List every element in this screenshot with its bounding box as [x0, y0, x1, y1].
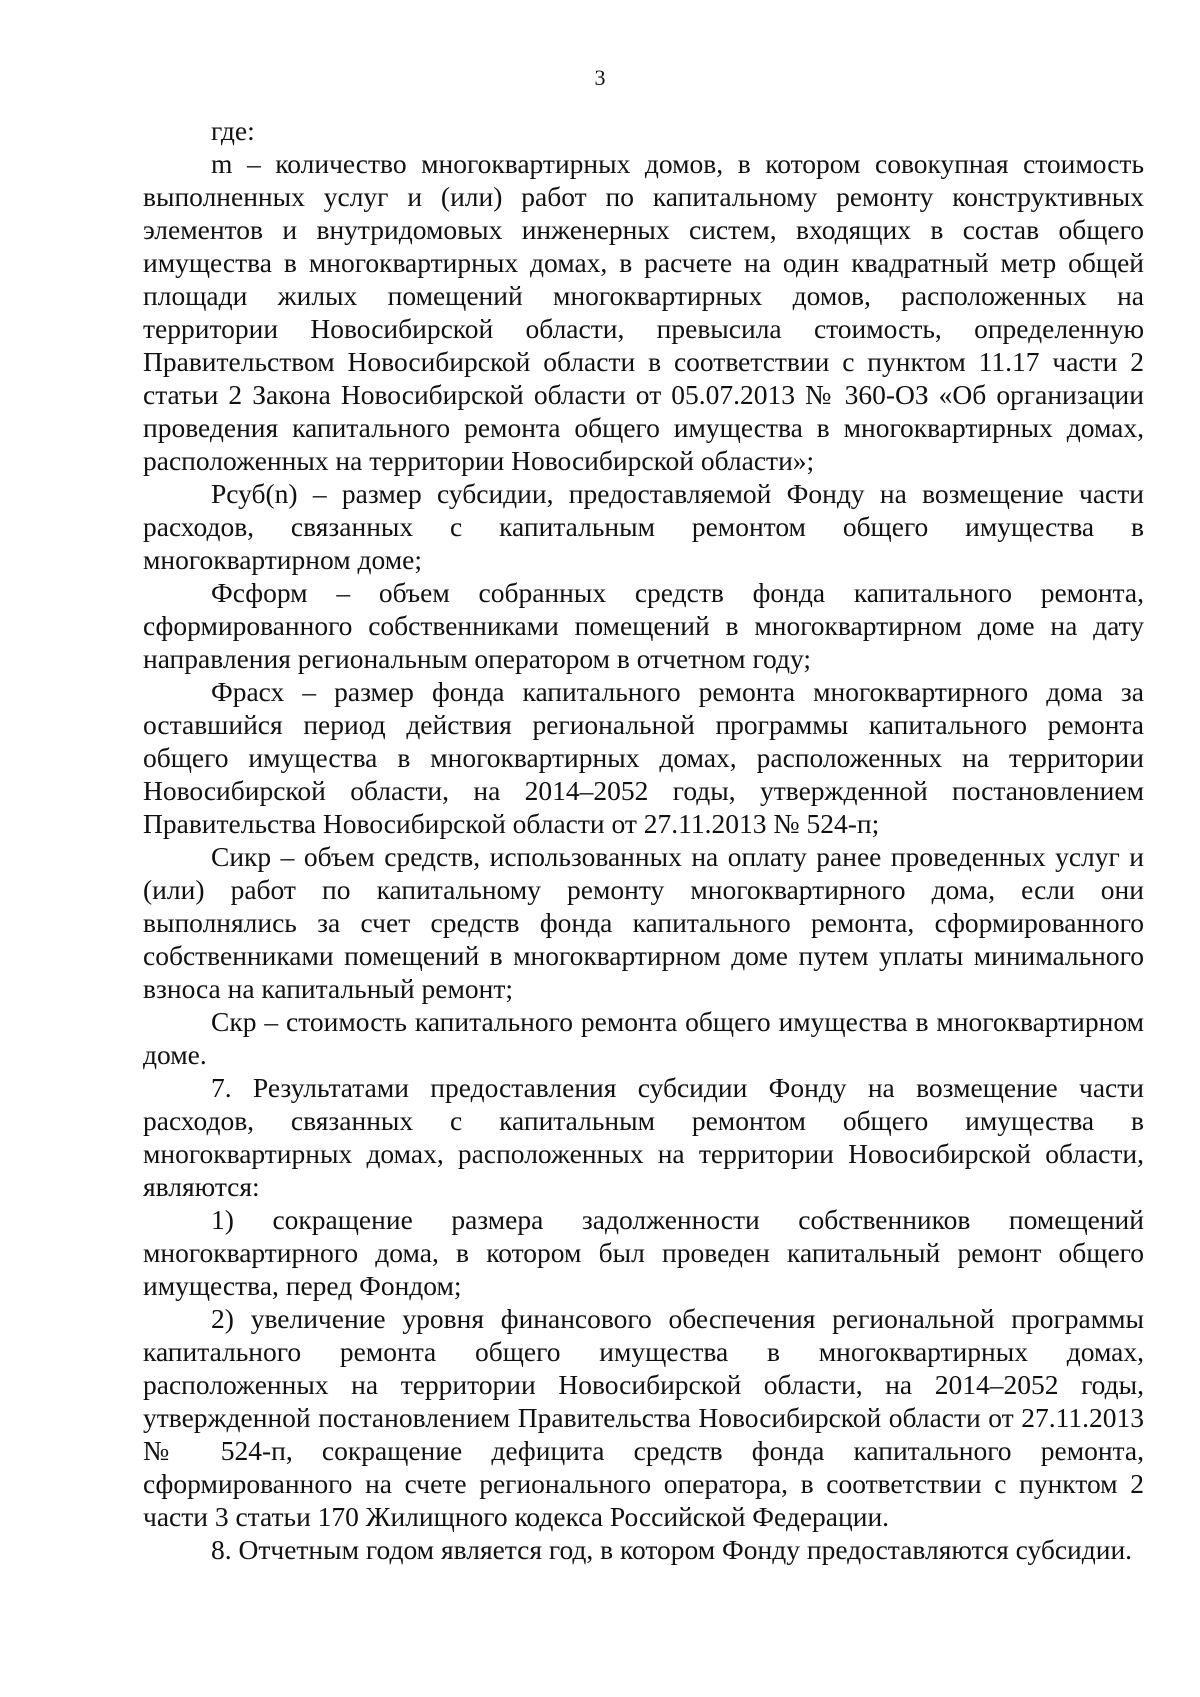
paragraph-item-7-1: 1) сокращение размера задолженности собственников помещений многоквартирного дома, в котором был проведен капитальный ремонт общего имущества, перед Фондом;	[143, 1204, 1144, 1301]
paragraph-frash-definition: Фрасх – размер фонда капитального ремонта многоквартирного дома за оставшийся период действия региональной программы капитального ремонта общего имущества в многоквартирных домах, расположенных на территории Новосибирской области, на 2014–2052 годы, утвержденной постановлением Правительства Новосибирской области от 27.11.2013 № 524-п;	[143, 676, 1144, 839]
paragraph-item-8: 8. Отчетным годом является год, в котором Фонду предоставляются субсидии.	[211, 1534, 1133, 1565]
paragraph-where: где:	[211, 115, 255, 146]
paragraph-fsform-definition: Фсформ – объем собранных средств фонда капитального ремонта, сформированного собственниками помещений в многоквартирном доме на дату направления региональным оператором в отчетном году;	[143, 577, 1144, 674]
paragraph-skr-definition: Скр – стоимость капитального ремонта общего имущества в многоквартирном доме.	[143, 1006, 1144, 1070]
paragraph-sikr-definition: Сикр – объем средств, использованных на оплату ранее проведенных услуг и (или) работ по капитальному ремонту многоквартирного дома, если они выполнялись за счет средств фонда капитального ремонта, сформированного собственниками помещений в многоквартирном доме путем уплаты минимального взноса на капитальный ремонт;	[143, 841, 1144, 1004]
paragraph-rsub-definition: Рсуб(n) – размер субсидии, предоставляемой Фонду на возмещение части расходов, связанных с капитальным ремонтом общего имущества в многоквартирном доме;	[143, 478, 1144, 575]
paragraph-item-7-2: 2) увеличение уровня финансового обеспечения региональной программы капитального ремонта общего имущества в многоквартирных домах, расположенных на территории Новосибирской области, на 2014–2052 годы, утвержденной постановлением Правительства Новосибирской области от 27.11.2013 № 524-п, сокращение дефицита средств фонда капитального ремонта, сформированного на счете регионального оператора, в соответствии с пунктом 2 части 3 статьи 170 Жилищного кодекса Российской Федерации.	[143, 1303, 1144, 1532]
page-number: 3	[594, 65, 606, 90]
paragraph-item-7: 7. Результатами предоставления субсидии Фонду на возмещение части расходов, связанных с капитальным ремонтом общего имущества в многоквартирных домах, расположенных на территории Новосибирской области, являются:	[143, 1072, 1144, 1202]
paragraph-m-definition: m – количество многоквартирных домов, в котором совокупная стоимость выполненных услуг и (или) работ по капитальному ремонту конструктивных элементов и внутридомовых инженерных систем, входящих в состав общего имущества в многоквартирных домах, в расчете на один квадратный метр общей площади жилых помещений многоквартирных домов, расположенных на территории Новосибирской области, превысила стоимость, определенную Правительством Новосибирской области в соответствии с пунктом 11.17 части 2 статьи 2 Закона Новосибирской области от 05.07.2013 № 360-ОЗ «Об организации проведения капитального ремонта общего имущества в многоквартирных домах, расположенных на территории Новосибирской области»;	[143, 148, 1144, 476]
document-body	[143, 114, 1144, 1566]
